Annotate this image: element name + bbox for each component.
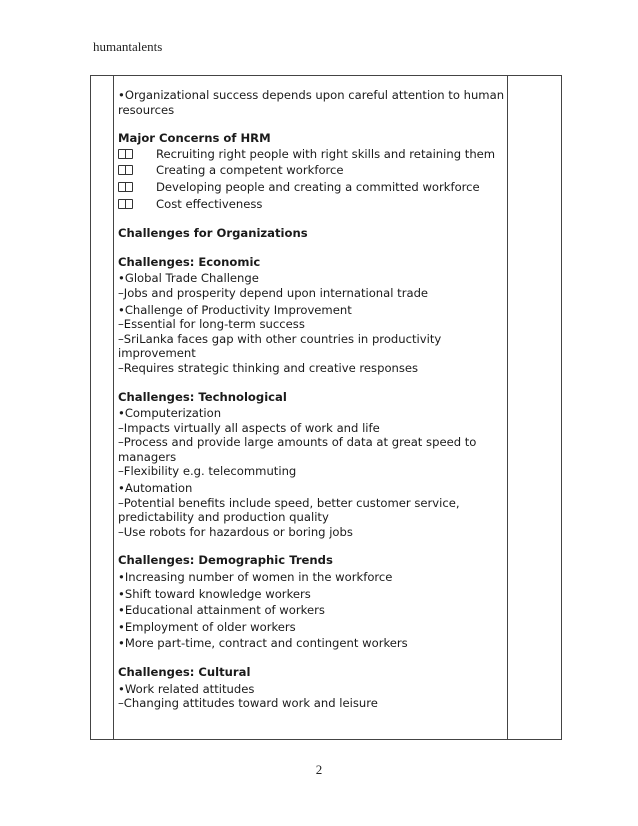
demographic-line: •More part-time, contract and contingent workers: [118, 636, 408, 651]
table-cell-content: [118, 88, 510, 711]
demographic-heading: Challenges: Demographic Trends: [118, 553, 333, 568]
book-icon: [118, 163, 156, 179]
technological-line: managers: [118, 449, 177, 464]
economic-line: improvement: [118, 346, 196, 361]
technological-line: –Impacts virtually all aspects of work and life: [118, 420, 380, 435]
economic-line: –Jobs and prosperity depend upon international trade: [118, 285, 429, 300]
economic-line: –SriLanka faces gap with other countries in productivity: [118, 331, 442, 346]
hrm-item-text: Cost effectiveness: [156, 196, 263, 211]
hrm-heading: Major Concerns of HRM: [118, 131, 271, 146]
document-header: humantalents: [93, 39, 163, 54]
intro-line: resources: [118, 102, 175, 117]
hrm-item-text: Creating a competent workforce: [156, 163, 344, 178]
hrm-list-item: [118, 180, 510, 196]
technological-line: –Use robots for hazardous or boring jobs: [118, 524, 353, 539]
cultural-line: •Work related attitudes: [118, 681, 255, 696]
book-icon: [118, 180, 156, 196]
technological-line: predictability and production quality: [118, 510, 329, 525]
hrm-list-item: [118, 147, 510, 163]
demographic-line: •Educational attainment of workers: [118, 603, 325, 618]
technological-line: –Potential benefits include speed, better customer service,: [118, 495, 460, 510]
challenges-heading: Challenges for Organizations: [118, 226, 308, 241]
technological-line: –Process and provide large amounts of data at great speed to: [118, 435, 477, 450]
book-icon: [118, 147, 156, 163]
demographic-line: •Increasing number of women in the workforce: [118, 570, 393, 585]
cultural-heading: Challenges: Cultural: [118, 665, 251, 679]
book-icon: [118, 197, 156, 213]
economic-line: –Essential for long-term success: [118, 317, 305, 332]
economic-line: •Challenge of Productivity Improvement: [118, 302, 352, 317]
technological-line: –Flexibility e.g. telecommuting: [118, 464, 297, 479]
page-number: 2: [315, 762, 323, 777]
hrm-list-item: [118, 197, 510, 213]
technological-line: •Computerization: [118, 406, 222, 421]
economic-heading: Challenges: Economic: [118, 254, 261, 269]
economic-line: •Global Trade Challenge: [118, 271, 259, 286]
technological-heading: Challenges: Technological: [118, 389, 287, 404]
table-divider-left: [113, 76, 114, 739]
intro-line: •Organizational success depends upon careful attention to human: [118, 88, 505, 102]
economic-line: –Requires strategic thinking and creative responses: [118, 360, 419, 375]
hrm-item-text: Developing people and creating a committed workforce: [156, 179, 480, 194]
technological-line: •Automation: [118, 481, 193, 496]
demographic-line: •Employment of older workers: [118, 619, 296, 634]
hrm-list-item: [118, 163, 510, 179]
hrm-item-text: Recruiting right people with right skills and retaining them: [156, 146, 496, 161]
demographic-line: •Shift toward knowledge workers: [118, 586, 311, 601]
cultural-line: –Changing attitudes toward work and leisure: [118, 696, 378, 711]
